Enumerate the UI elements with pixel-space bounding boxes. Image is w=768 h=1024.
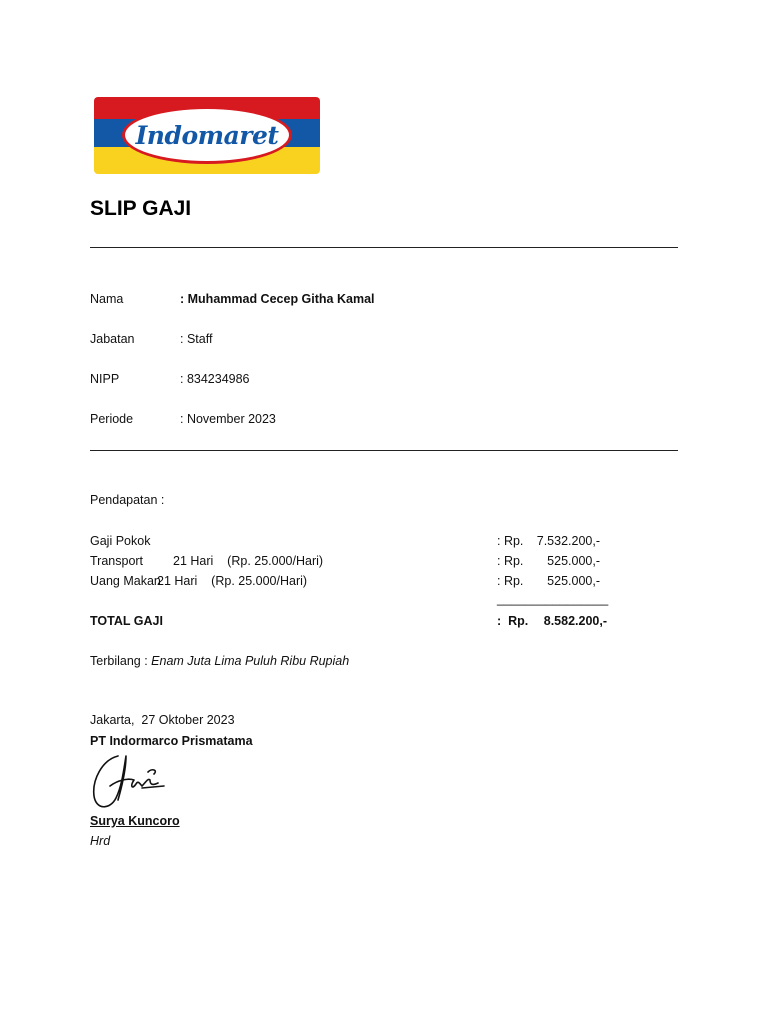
terbilang-label: Terbilang : (90, 654, 152, 668)
income-row-detail: 21 Hari (Rp. 25.000/Hari) (157, 574, 308, 588)
signer-title: Hrd (90, 834, 111, 848)
place-date: Jakarta, 27 Oktober 2023 (90, 713, 235, 727)
income-row-colon: : Rp. (497, 554, 524, 568)
signer-name: Surya Kuncoro (90, 814, 180, 828)
income-row-amount: 7.532.200,- (536, 534, 600, 548)
income-row-label: Transport (90, 554, 144, 568)
signature (88, 750, 178, 812)
total-separator: ________________ (497, 592, 609, 606)
periode-value: : November 2023 (180, 412, 276, 426)
company-name: PT Indormarco Prismatama (90, 734, 253, 748)
terbilang-value: Enam Juta Lima Puluh Ribu Rupiah (151, 654, 350, 668)
total-colon: : Rp. (497, 614, 529, 628)
total-label: TOTAL GAJI (90, 614, 163, 628)
income-row-amount: 525.000,- (547, 554, 600, 568)
nipp-label: NIPP (90, 372, 120, 386)
income-row-label: Uang Makan (90, 574, 161, 588)
logo-oval (122, 106, 292, 164)
jabatan-value: : Staff (180, 332, 213, 346)
income-row-colon: : Rp. (497, 534, 524, 548)
nipp-value: : 834234986 (180, 372, 250, 386)
income-row-amount: 525.000,- (547, 574, 600, 588)
divider-middle (90, 450, 678, 451)
income-row-detail: 21 Hari (Rp. 25.000/Hari) (173, 554, 324, 568)
income-header: Pendapatan : (90, 493, 165, 507)
total-amount: 8.582.200,- (543, 614, 607, 628)
nama-value: : Muhammad Cecep Githa Kamal (180, 292, 375, 306)
divider-top (90, 247, 678, 248)
periode-label: Periode (90, 412, 134, 426)
logo-wordmark: Indomaret (135, 120, 279, 150)
page-title: SLIP GAJI (90, 197, 192, 220)
terbilang (90, 654, 349, 668)
income-row-label: Gaji Pokok (90, 534, 151, 548)
nama-label: Nama (90, 292, 124, 306)
jabatan-label: Jabatan (90, 332, 135, 346)
indomaret-logo (94, 97, 320, 174)
income-row-colon: : Rp. (497, 574, 524, 588)
